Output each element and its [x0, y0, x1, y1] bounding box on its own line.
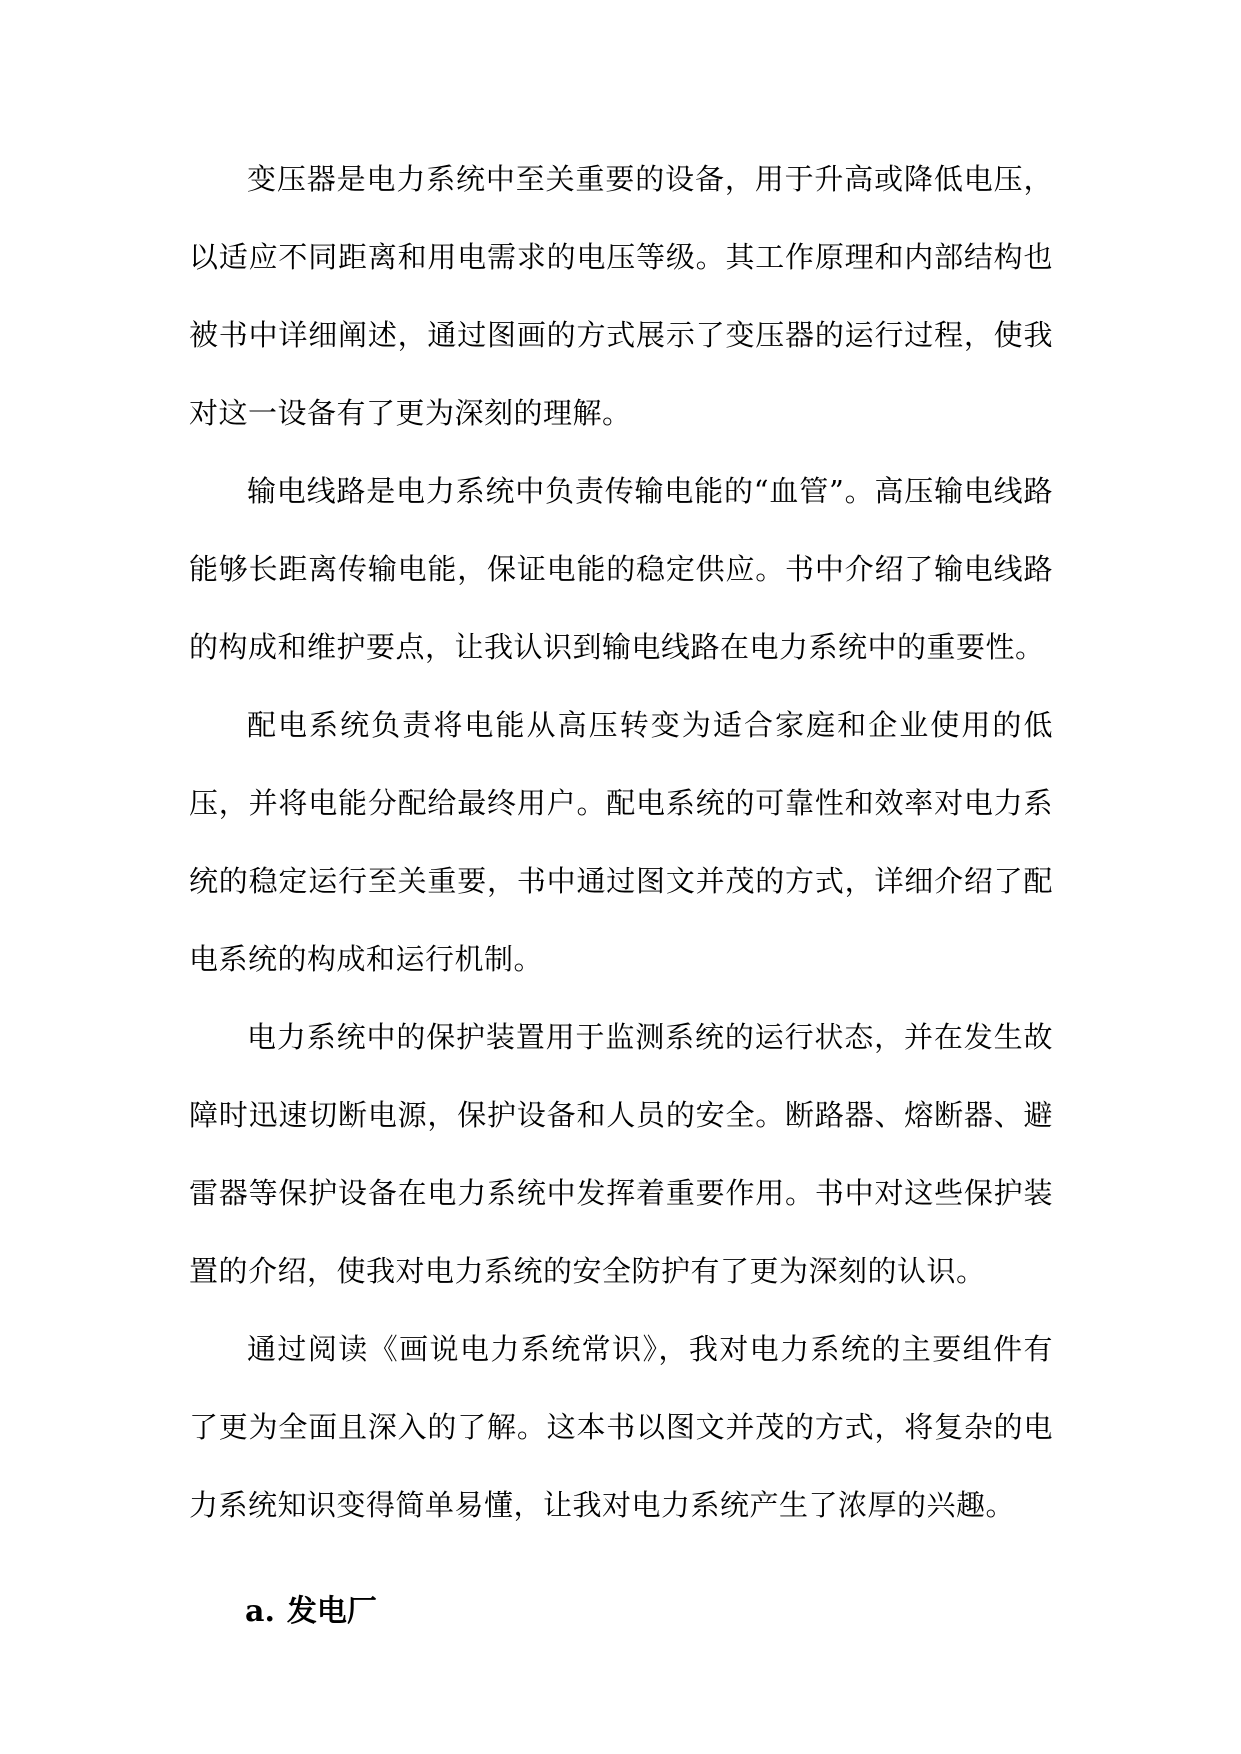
- section-heading-text: 发电厂: [286, 1594, 377, 1629]
- paragraph-transformer: 变压器是电力系统中至关重要的设备，用于升高或降低电压，以适应不同距离和用电需求的电压等级。其工作原理和内部结构也被书中详细阐述，通过图画的方式展示了变压器的运行过程，使我对这一设备有了更为深刻的理解。: [189, 162, 1053, 430]
- paragraph-protection-devices: 电力系统中的保护装置用于监测系统的运行状态，并在发生故障时迅速切断电源，保护设备和人员的安全。断路器、熔断器、避雷器等保护设备在电力系统中发挥着重要作用。书中对这些保护装置的介绍，使我对电力系统的安全防护有了更为深刻的认识。: [189, 1020, 1053, 1288]
- section-heading: [245, 1592, 377, 1632]
- paragraph-conclusion: 通过阅读《画说电力系统常识》，我对电力系统的主要组件有了更为全面且深入的了解。这本书以图文并茂的方式，将复杂的电力系统知识变得简单易懂，让我对电力系统产生了浓厚的兴趣。: [189, 1332, 1053, 1522]
- section-heading-marker: a.: [245, 1594, 275, 1629]
- document-body: [189, 140, 1053, 1544]
- paragraph-transmission-lines: 输电线路是电力系统中负责传输电能的“血管”。高压输电线路能够长距离传输电能，保证电能的稳定供应。书中介绍了输电线路的构成和维护要点，让我认识到输电线路在电力系统中的重要性。: [189, 474, 1053, 664]
- paragraph-distribution-system: 配电系统负责将电能从高压转变为适合家庭和企业使用的低压，并将电能分配给最终用户。配电系统的可靠性和效率对电力系统的稳定运行至关重要，书中通过图文并茂的方式，详细介绍了配电系统的构成和运行机制。: [189, 708, 1053, 976]
